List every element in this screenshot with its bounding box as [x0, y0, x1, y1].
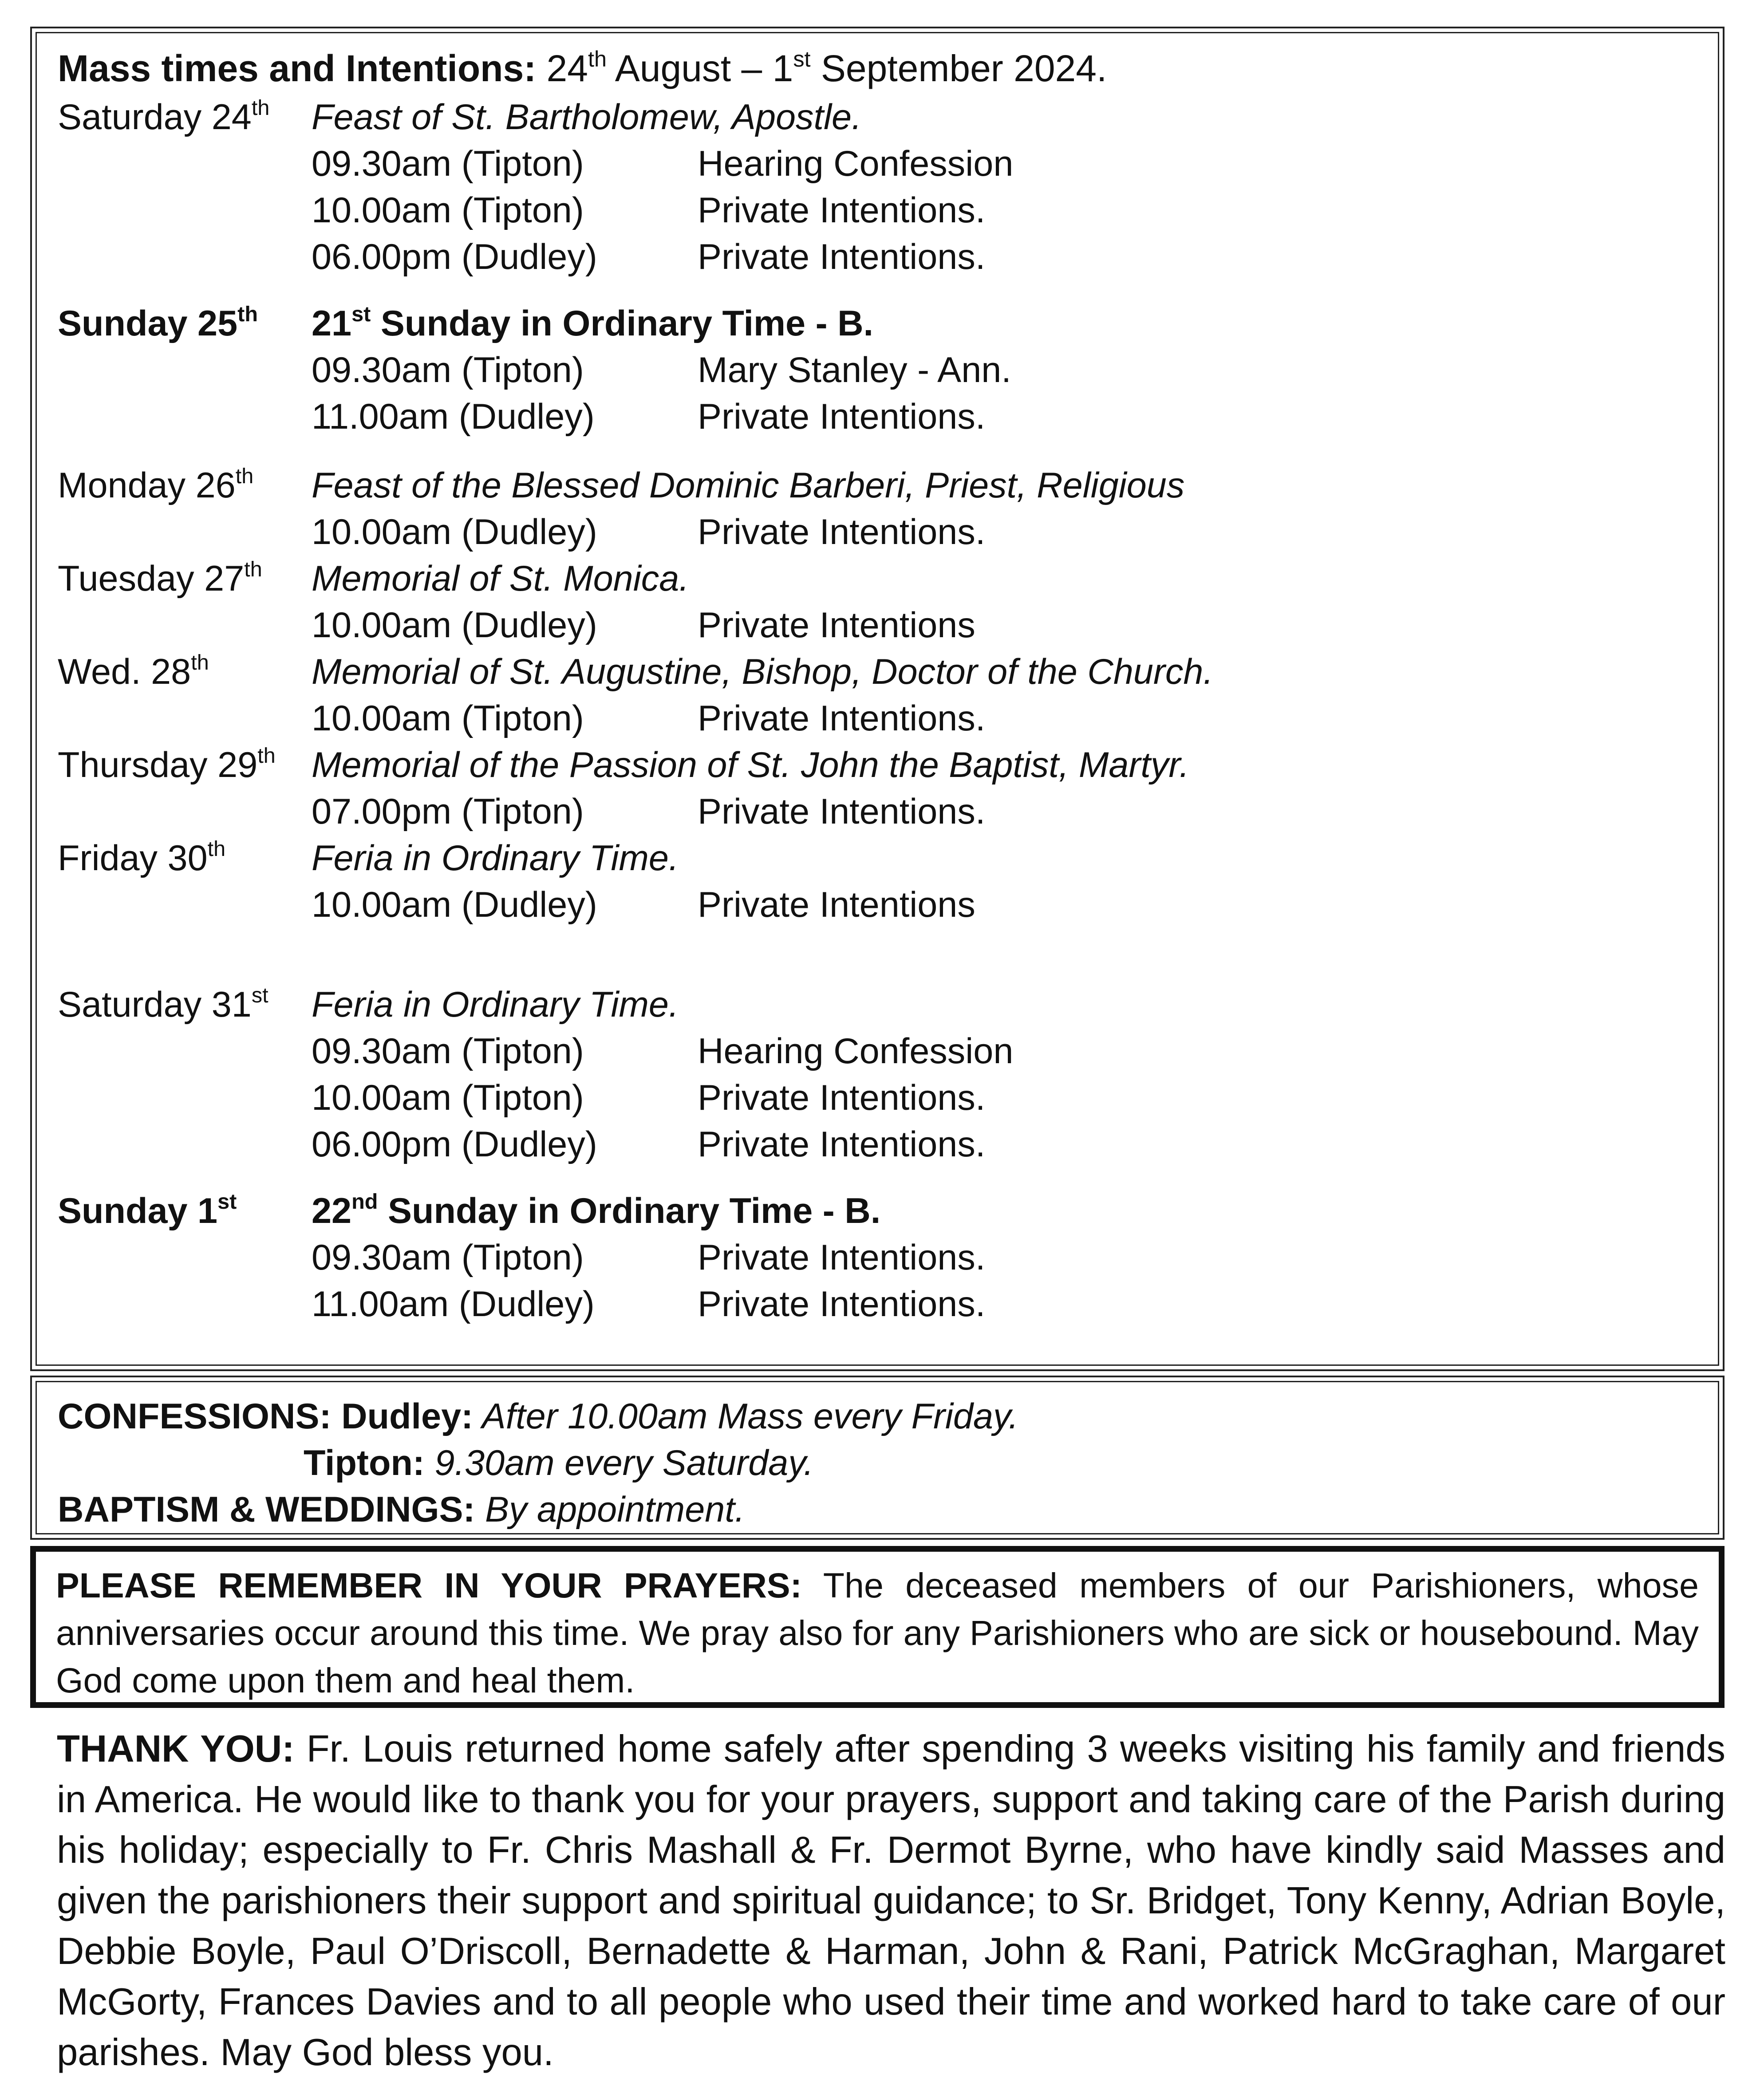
mass-times-content [32, 28, 1723, 1369]
mass-intention: Private Intentions. [698, 698, 986, 738]
mass-day-label: Sunday 25th [58, 302, 258, 343]
mass-feast-label: Feast of St. Bartholomew, Apostle. [312, 97, 862, 137]
mass-time: 09.30am (Tipton) [312, 1031, 584, 1071]
mass-intention: Private Intentions. [698, 792, 986, 832]
prayers-label: PLEASE REMEMBER IN YOUR PRAYERS: [56, 1565, 802, 1605]
mass-feast-label: Feria in Ordinary Time. [312, 985, 679, 1025]
confessions-dudley-line [58, 1394, 1018, 1439]
thanks-label: THANK YOU: [57, 1728, 295, 1770]
mass-time: 10.00am (Dudley) [312, 605, 597, 645]
mass-time: 06.00pm (Dudley) [312, 1124, 597, 1164]
confessions-tipton-label: Tipton: [304, 1443, 425, 1483]
mass-day-label: Sunday 1st [58, 1190, 237, 1231]
mass-intention: Mary Stanley - Ann. [698, 350, 1011, 390]
mass-time: 10.00am (Tipton) [312, 1078, 584, 1118]
mass-intention: Private Intentions. [698, 1284, 986, 1324]
baptism-line [58, 1487, 745, 1532]
confessions-tipton-text: 9.30am every Saturday. [424, 1443, 814, 1483]
mass-feast-label: 22nd Sunday in Ordinary Time - B. [312, 1190, 881, 1231]
mass-time: 10.00am (Tipton) [312, 190, 584, 230]
mass-day-label: Friday 30th [58, 837, 226, 878]
prayers-box [30, 1546, 1725, 1708]
mass-day-label: Monday 26th [58, 464, 254, 505]
mass-feast-label: Feast of the Blessed Dominic Barberi, Priest, Religious [312, 465, 1185, 505]
mass-intention: Private Intentions [698, 885, 975, 925]
mass-intention: Private Intentions [698, 605, 975, 645]
mass-feast-label: Feria in Ordinary Time. [312, 838, 679, 878]
mass-time: 09.30am (Tipton) [312, 1238, 584, 1278]
mass-time: 09.30am (Tipton) [312, 350, 584, 390]
mass-intention: Private Intentions. [698, 397, 986, 437]
mass-feast-label: Memorial of St. Monica. [312, 559, 689, 599]
confessions-dudley-label: Dudley: [331, 1396, 474, 1436]
baptism-label: BAPTISM & WEDDINGS: [58, 1490, 475, 1530]
confessions-box [30, 1376, 1725, 1540]
mass-time: 07.00pm (Tipton) [312, 792, 584, 832]
mass-intention: Private Intentions. [698, 1078, 986, 1118]
mass-heading [58, 46, 1107, 91]
mass-day-label: Saturday 24th [58, 96, 270, 137]
mass-intention: Private Intentions. [698, 1238, 986, 1278]
mass-time: 10.00am (Tipton) [312, 698, 584, 738]
mass-intention: Private Intentions. [698, 237, 986, 277]
mass-time: 09.30am (Tipton) [312, 144, 584, 184]
confessions-label: CONFESSIONS: [58, 1396, 331, 1436]
mass-intention: Private Intentions. [698, 190, 986, 230]
mass-time: 11.00am (Dudley) [312, 397, 595, 437]
confessions-tipton-line [304, 1441, 813, 1485]
mass-times-box [30, 27, 1725, 1371]
prayers-paragraph [56, 1561, 1699, 1704]
mass-intention: Private Intentions. [698, 512, 986, 552]
mass-title: Mass times and Intentions: [58, 47, 537, 89]
confessions-dudley-text: After 10.00am Mass every Friday. [473, 1396, 1019, 1436]
mass-intention: Hearing Confession [698, 144, 1014, 184]
mass-time: 10.00am (Dudley) [312, 885, 597, 925]
mass-feast-label: 21st Sunday in Ordinary Time - B. [312, 302, 874, 343]
mass-feast-label: Memorial of St. Augustine, Bishop, Doctor of the Church. [312, 652, 1213, 692]
thanks-text: Fr. Louis returned home safely after spending 3 weeks visiting his family and friends in America. He would like to thank you for your prayers, support and taking care of the Parish during his holiday; especially to Fr. Chris Mashall & Fr. Dermot Byrne, who have kindly said Masses and given the parishioners their support and spiritual guidance; to Sr. Bridget, Tony Kenny, Adrian Boyle, Debbie Boyle, Paul O’Driscoll, Bernadette & Harman, John & Rani, Patrick McGraghan, Margaret McGorty, Frances Davies and to all people who used their time and worked hard to take care of our parishes. May God bless you. [57, 1728, 1725, 2074]
mass-day-label: Thursday 29th [58, 744, 276, 785]
prayers-text: The deceased members of our Parishioners, whose anniversaries occur around this time. We pray also for any Parishioners who are sick or housebound. May God come upon them and heal them. [56, 1565, 1699, 1700]
mass-time: 10.00am (Dudley) [312, 512, 597, 552]
mass-intention: Private Intentions. [698, 1124, 986, 1164]
mass-date-range: 24th August – 1st September 2024. [546, 46, 1107, 89]
thanks-paragraph [57, 1724, 1725, 2078]
mass-time: 11.00am (Dudley) [312, 1284, 595, 1324]
mass-day-label: Tuesday 27th [58, 557, 262, 599]
baptism-text: By appointment. [475, 1490, 745, 1530]
mass-day-label: Saturday 31st [58, 983, 268, 1025]
mass-day-label: Wed. 28th [58, 651, 209, 692]
mass-feast-label: Memorial of the Passion of St. John the Baptist, Martyr. [312, 745, 1189, 785]
mass-time: 06.00pm (Dudley) [312, 237, 597, 277]
mass-intention: Hearing Confession [698, 1031, 1014, 1071]
